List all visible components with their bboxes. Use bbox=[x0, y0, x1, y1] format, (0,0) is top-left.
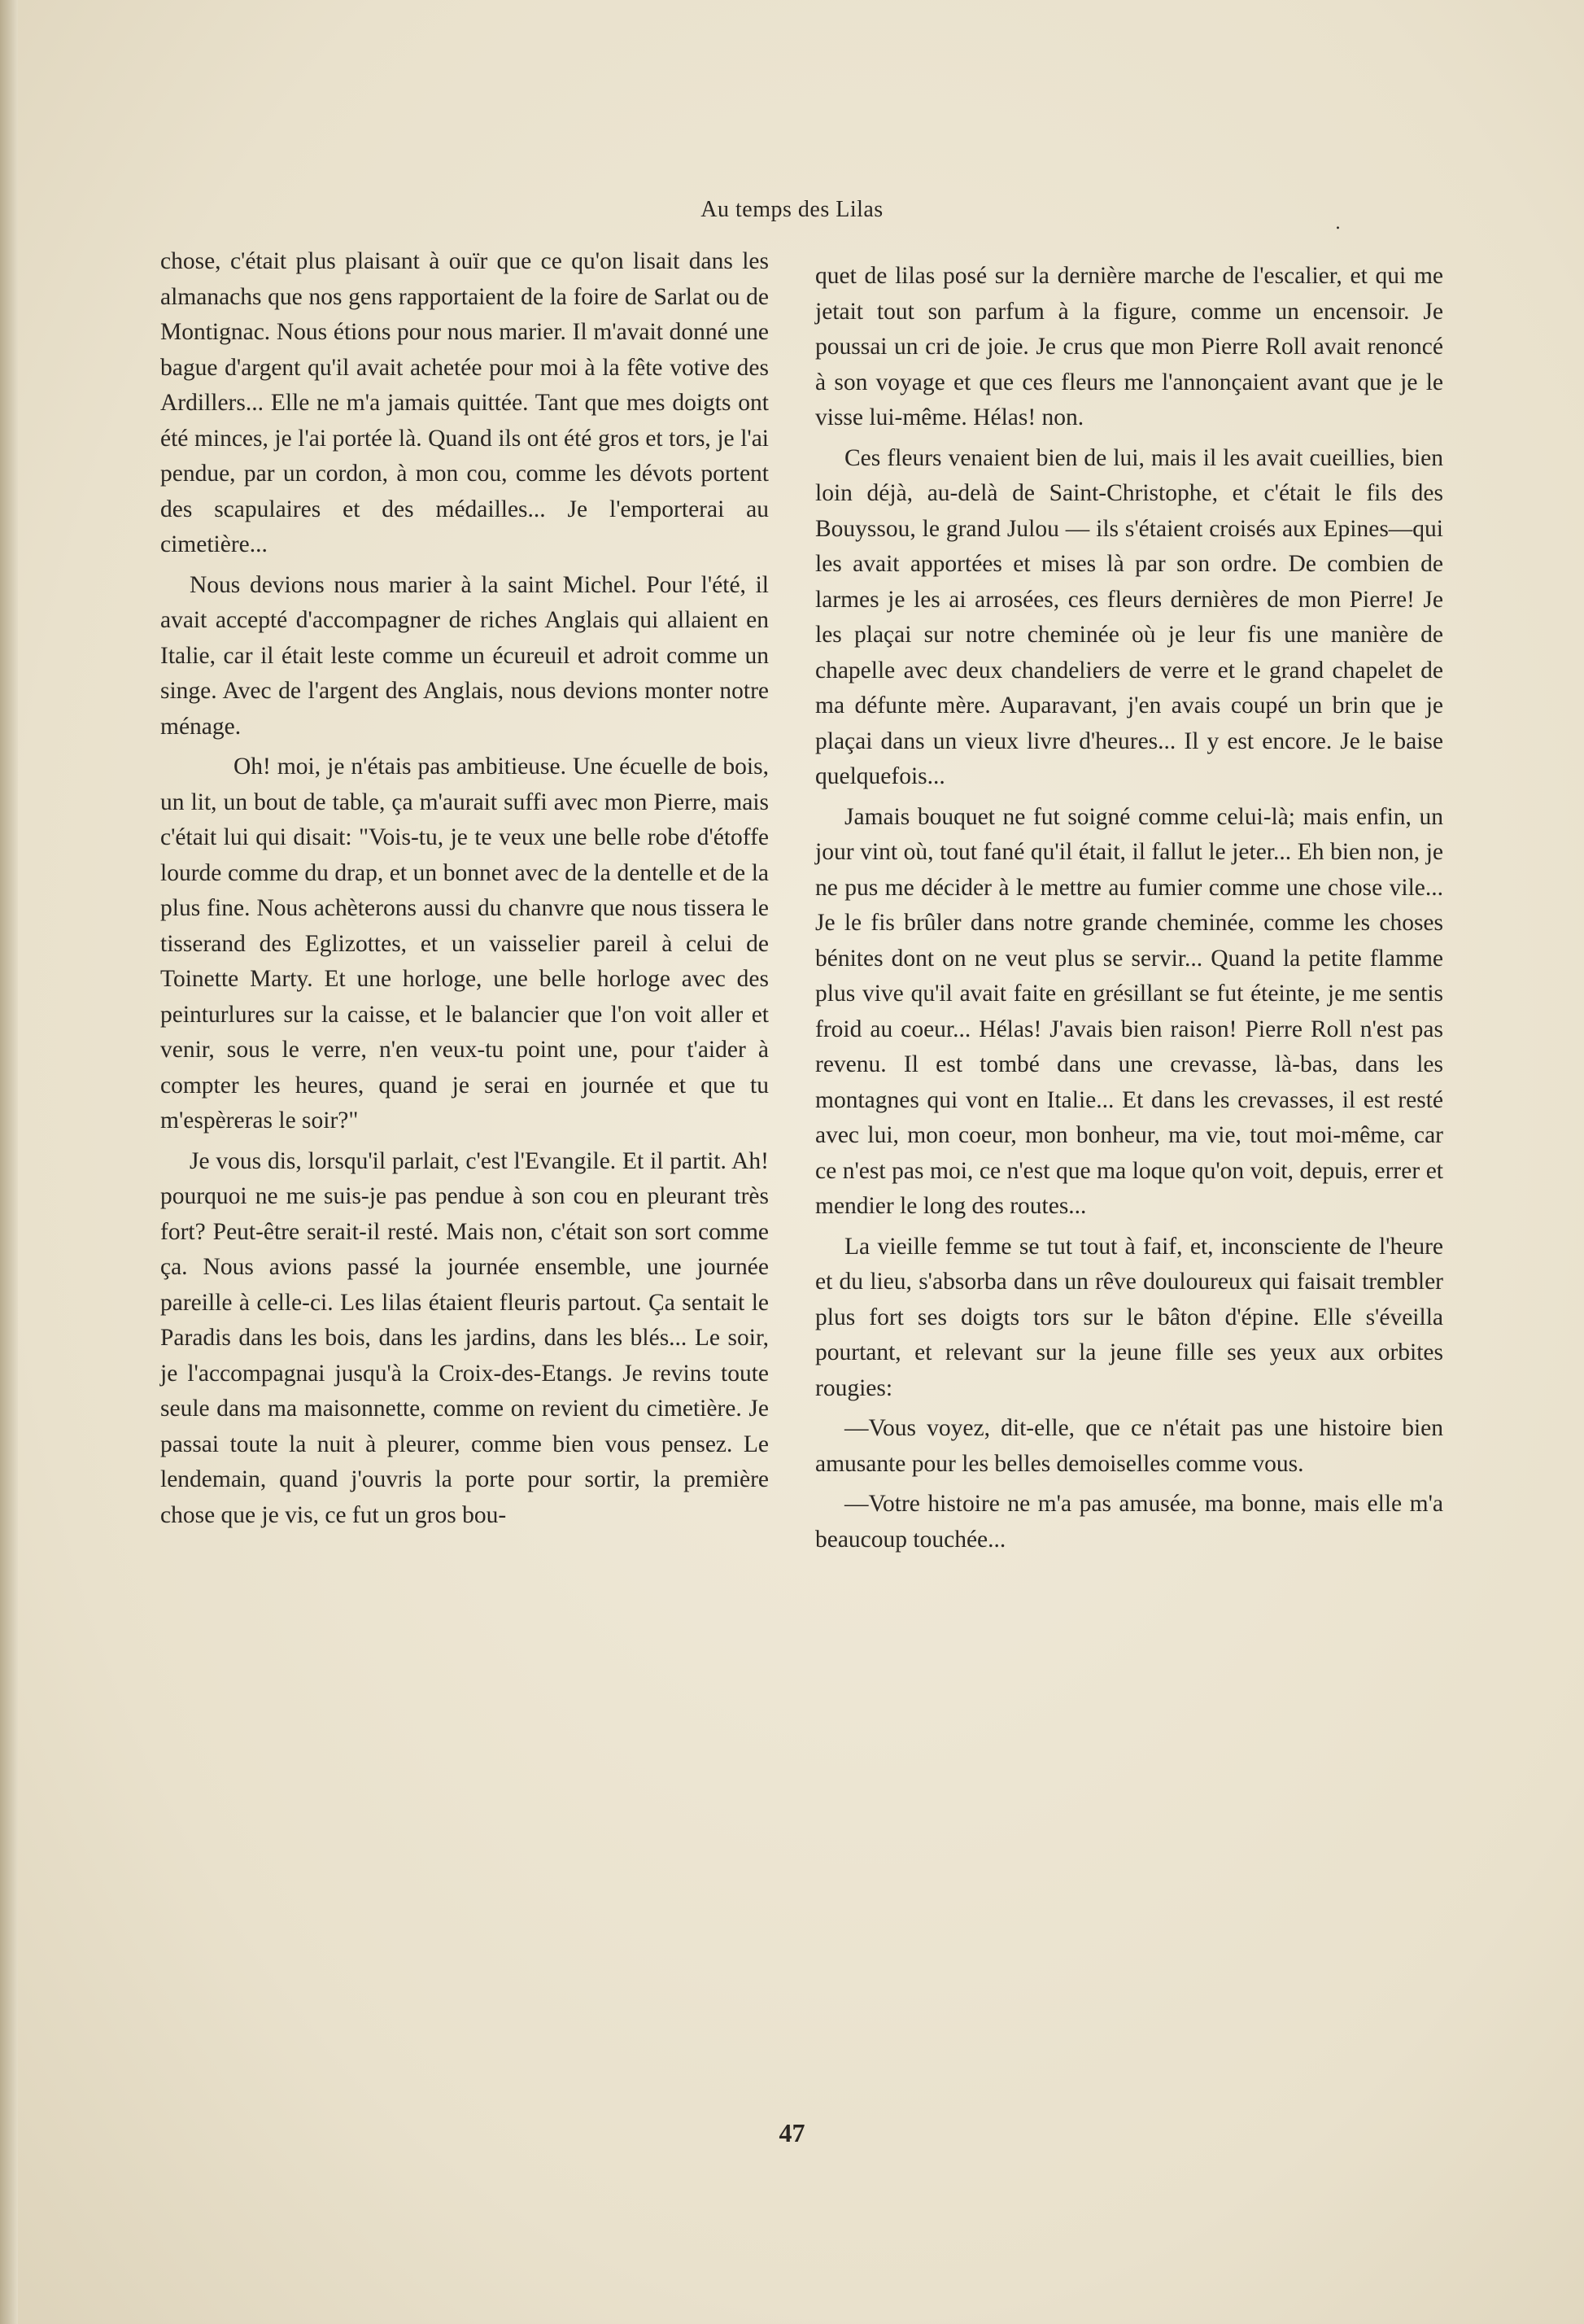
paragraph: —Votre histoire ne m'a pas amusée, ma bonne, mais elle m'a beaucoup touchée... bbox=[815, 1491, 1443, 1553]
page-binding-edge bbox=[0, 0, 18, 2324]
left-column bbox=[160, 244, 769, 1538]
paragraph: Jamais bouquet ne fut soigné comme celui-là; mais enfin, un jour vint où, tout fané qu'il était, il fallut le jeter... Eh bien non, je ne pus me décider à le mettre au fumier comme une chose vile... Je le fis brûler dans notre grande cheminée, comme les choses bénites dont on ne veut plus se servir... Quand la petite flamme plus vive qu'il avait faite en grésillant se fut éteinte, je me sentis froid au coeur... Hélas! J'avais bien raison! Pierre Roll n'est pas revenu. Il est tombé dans une crevasse, là-bas, dans les montagnes qui vont en Italie... Et dans les crevasses, il est resté avec lui, mon coeur, mon bonheur, ma vie, tout moi-même, car ce n'est pas moi, ce n'est que ma loque qu'on voit, depuis, errer et mendier le long des routes... bbox=[815, 803, 1443, 1219]
paragraph: Oh! moi, je n'étais pas ambitieuse. Une écuelle de bois, un lit, un bout de table, ça m'aurait suffi avec mon Pierre, mais c'était lui qui disait: "Vois-tu, je te veux une belle robe d'étoffe lourde comme du drap, et un bonnet avec de la dentelle et de la plus fine. Nous achèterons aussi du chanvre que nous tissera le tisserand des Eglizottes, et un vaisselier pareil à celui de Toinette Marty. Et une horloge, une belle horloge avec des peinturlures sur la caisse, et le balancier que l'on voit aller et venir, sous le verre, n'en veux-tu point une, pour t'aider à compter les heures, quand je serai en journée et que tu m'espèreras le soir?" bbox=[160, 754, 769, 1134]
paragraph: Nous devions nous marier à la saint Michel. Pour l'été, il avait accepté d'accompagner de riches Anglais qui allaient en Italie, car il était leste comme un écureuil et adroit comme un singe. Avec de l'argent des Anglais, nous devions monter notre ménage. bbox=[160, 571, 769, 740]
paragraph: Ces fleurs venaient bien de lui, mais il les avait cueillies, bien loin déjà, au-delà de Saint-Christophe, et c'était le fils des Bouyssou, le grand Julou — ils s'étaient croisés aux Epines—qui les avait apportées et mises là par son ordre. De combien de larmes je les ai arrosées, ces fleurs dernières de mon Pierre! Je les plaçai sur notre cheminée où je leur fis une manière de chapelle avec deux chandeliers de verre et le grand chapelet de ma défunte mère. Auparavant, j'en avais coupé un brin que je plaçai dans un vieux livre d'heures... Il y est encore. Je le baise quelquefois... bbox=[815, 444, 1443, 789]
running-head: Au temps des Lilas bbox=[700, 197, 884, 222]
stray-mark: . bbox=[1335, 213, 1341, 234]
paragraph: Je vous dis, lorsqu'il parlait, c'est l'Evangile. Et il partit. Ah! pourquoi ne me suis-je pas pendue à son cou en pleurant très fort? Peut-être serait-il resté. Mais non, c'était son sort comme ça. Nous avions passé la journée ensemble, une journée pareille à celle-ci. Les lilas étaient fleuris partout. Ça sentait le Paradis dans les bois, dans les jardins, dans les blés... Le soir, je l'accompagnai jusqu'à la Croix-des-Etangs. Je revins toute seule dans ma maisonnette, comme on revient du cimetière. Je passai toute la nuit à pleurer, comme bien vous pensez. Le lendemain, quand j'ouvris la porte pour sortir, la première chose que je vis, ce fut un gros bou- bbox=[160, 1147, 769, 1528]
page-number: 47 bbox=[779, 2118, 805, 2147]
paragraph: quet de lilas posé sur la dernière marche de l'escalier, et qui me jetait tout son parfum à la figure, comme un encensoir. Je poussai un cri de joie. Je crus que mon Pierre Roll avait renoncé à son voyage et que ces fleurs me l'annonçaient avant que je le visse lui-même. Hélas! non. bbox=[815, 263, 1443, 430]
paragraph: —Vous voyez, dit-elle, que ce n'était pas une histoire bien amusante pour les belles demoiselles comme vous. bbox=[815, 1415, 1443, 1477]
right-column bbox=[815, 259, 1443, 1562]
paragraph: La vieille femme se tut tout à faif, et, inconsciente de l'heure et du lieu, s'absorba dans un rêve douloureux qui faisait trembler plus fort ses doigts tors sur le bâton d'épine. Elle s'éveilla pourtant, et relevant sur la jeune fille ses yeux aux orbites rougies: bbox=[815, 1233, 1443, 1401]
paragraph: chose, c'était plus plaisant à ouïr que ce qu'on lisait dans les almanachs que nos gens rapportaient de la foire de Sarlat ou de Montignac. Nous étions pour nous marier. Il m'avait donné une bague d'argent qu'il avait achetée pour moi à la fête votive des Ardillers... Elle ne m'a jamais quittée. Tant que mes doigts ont été minces, je l'ai portée là. Quand ils ont été gros et tors, je l'ai pendue, par un cordon, à mon cou, comme les dévots portent des scapulaires et des médailles... Je l'emporterai au cimetière... bbox=[160, 248, 769, 557]
